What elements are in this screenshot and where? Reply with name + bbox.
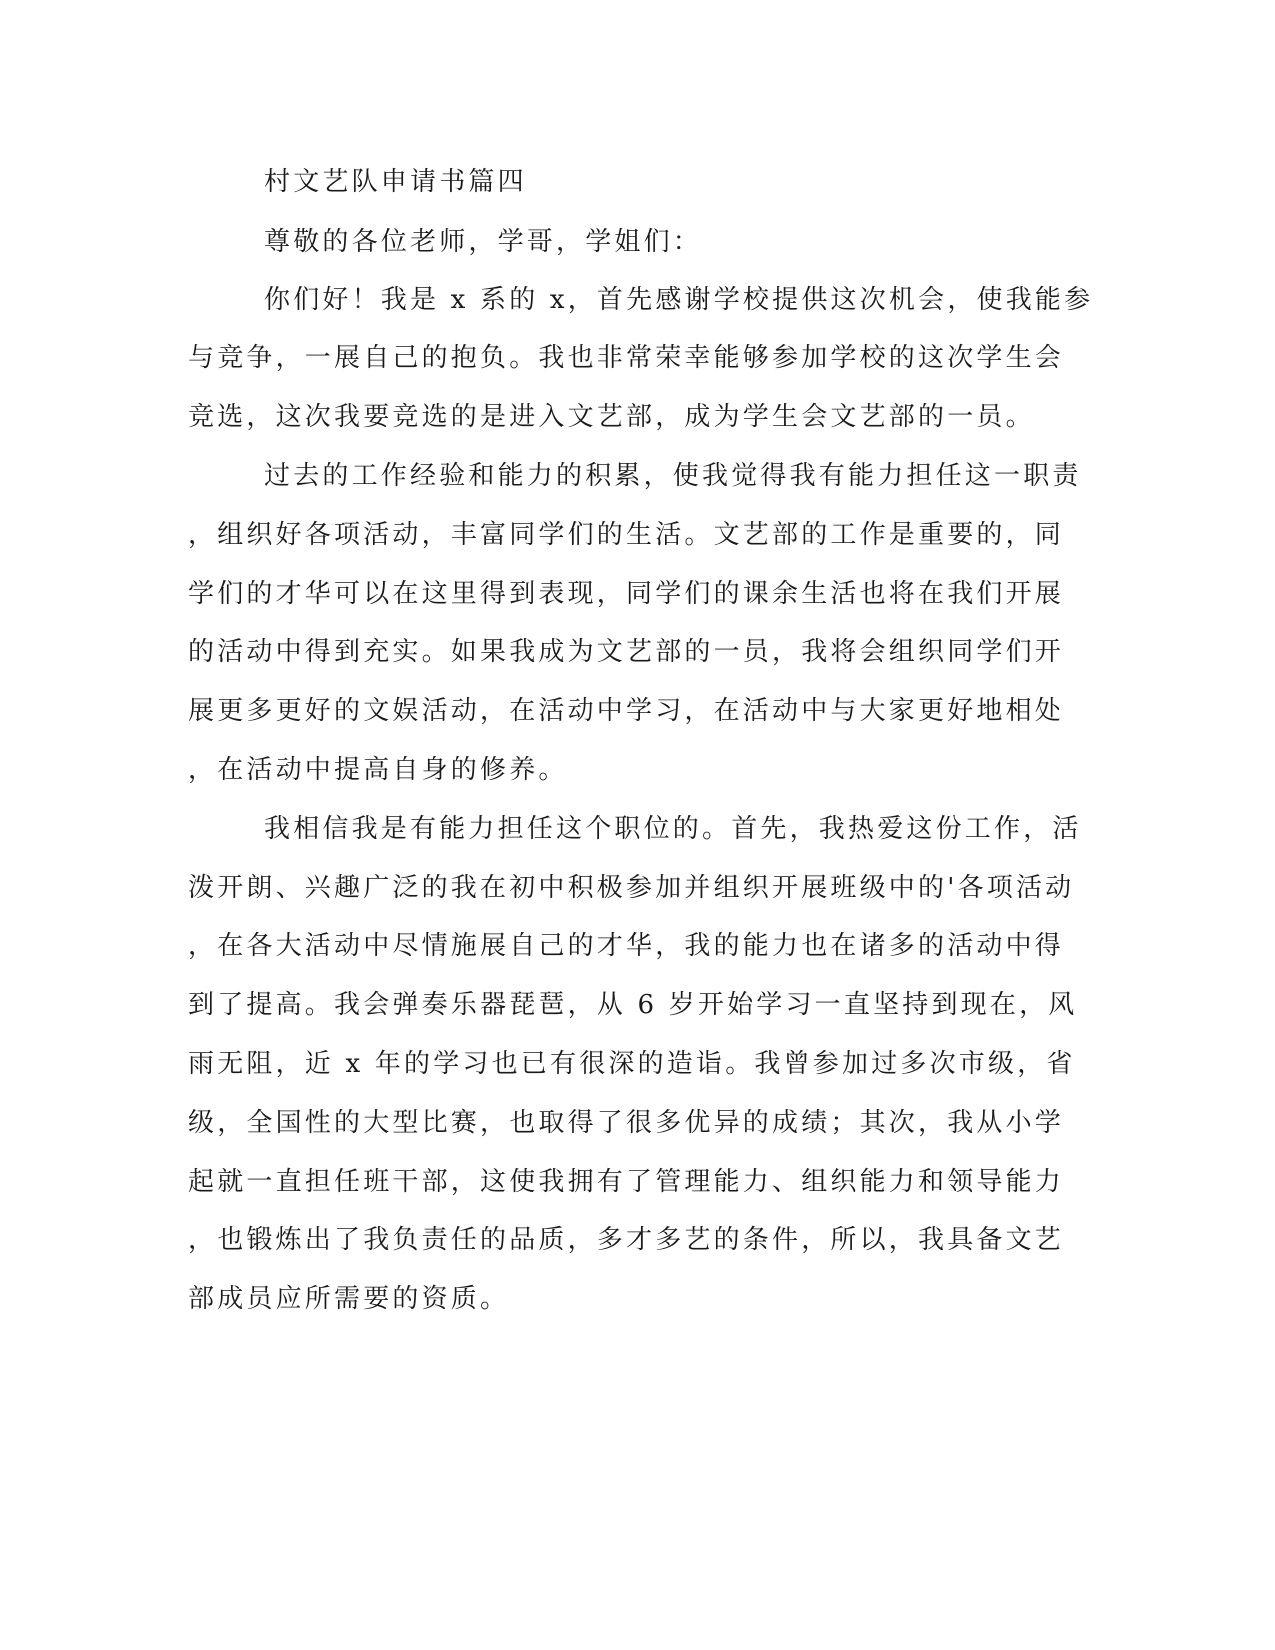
- paragraph-line: 与竞争，一展自己的抱负。我也非常荣幸能够参加学校的这次学生会: [188, 343, 1065, 373]
- paragraph-line: 展更多更好的文娱活动，在活动中学习，在活动中与大家更好地相处: [188, 696, 1065, 726]
- paragraph-line: 竞选，这次我要竞选的是进入文艺部，成为学生会文艺部的一员。: [188, 402, 1035, 432]
- paragraph-line: 部成员应所需要的资质。: [188, 1284, 510, 1314]
- document-title: 村文艺队申请书篇四: [264, 167, 527, 197]
- paragraph-line: 级，全国性的大型比赛，也取得了很多优异的成绩；其次，我从小学: [188, 1108, 1065, 1138]
- paragraph-line: 的活动中得到充实。如果我成为文艺部的一员，我将会组织同学们开: [188, 637, 1065, 667]
- paragraph-line: ，在活动中提高自身的修养。: [188, 755, 568, 785]
- paragraph-line: 到了提高。我会弹奏乐器琵琶，从 6 岁开始学习一直坚持到现在，风: [188, 990, 1078, 1020]
- paragraph-line: ，组织好各项活动，丰富同学们的生活。文艺部的工作是重要的，同: [188, 520, 1065, 550]
- paragraph-line: 我相信我是有能力担任这个职位的。首先，我热爱这份工作，活: [264, 814, 1082, 844]
- paragraph-line: 泼开朗、兴趣广泛的我在初中积极参加并组织开展班级中的'各项活动: [188, 873, 1075, 903]
- paragraph-line: 你们好！我是 x 系的 x，首先感谢学校提供这次机会，使我能参: [264, 285, 1094, 315]
- paragraph-line: 学们的才华可以在这里得到表现，同学们的课余生活也将在我们开展: [188, 579, 1065, 609]
- salutation: 尊敬的各位老师，学哥，学姐们：: [264, 227, 703, 257]
- paragraph-line: 过去的工作经验和能力的积累，使我觉得我有能力担任这一职责: [264, 461, 1082, 491]
- paragraph-line: ，在各大活动中尽情施展自己的才华，我的能力也在诸多的活动中得: [188, 931, 1065, 961]
- paragraph-line: ，也锻炼出了我负责任的品质，多才多艺的条件，所以，我具备文艺: [188, 1225, 1065, 1255]
- paragraph-line: 雨无阻，近 x 年的学习也已有很深的造诣。我曾参加过多次市级，省: [188, 1049, 1076, 1079]
- paragraph-line: 起就一直担任班干部，这使我拥有了管理能力、组织能力和领导能力: [188, 1167, 1065, 1197]
